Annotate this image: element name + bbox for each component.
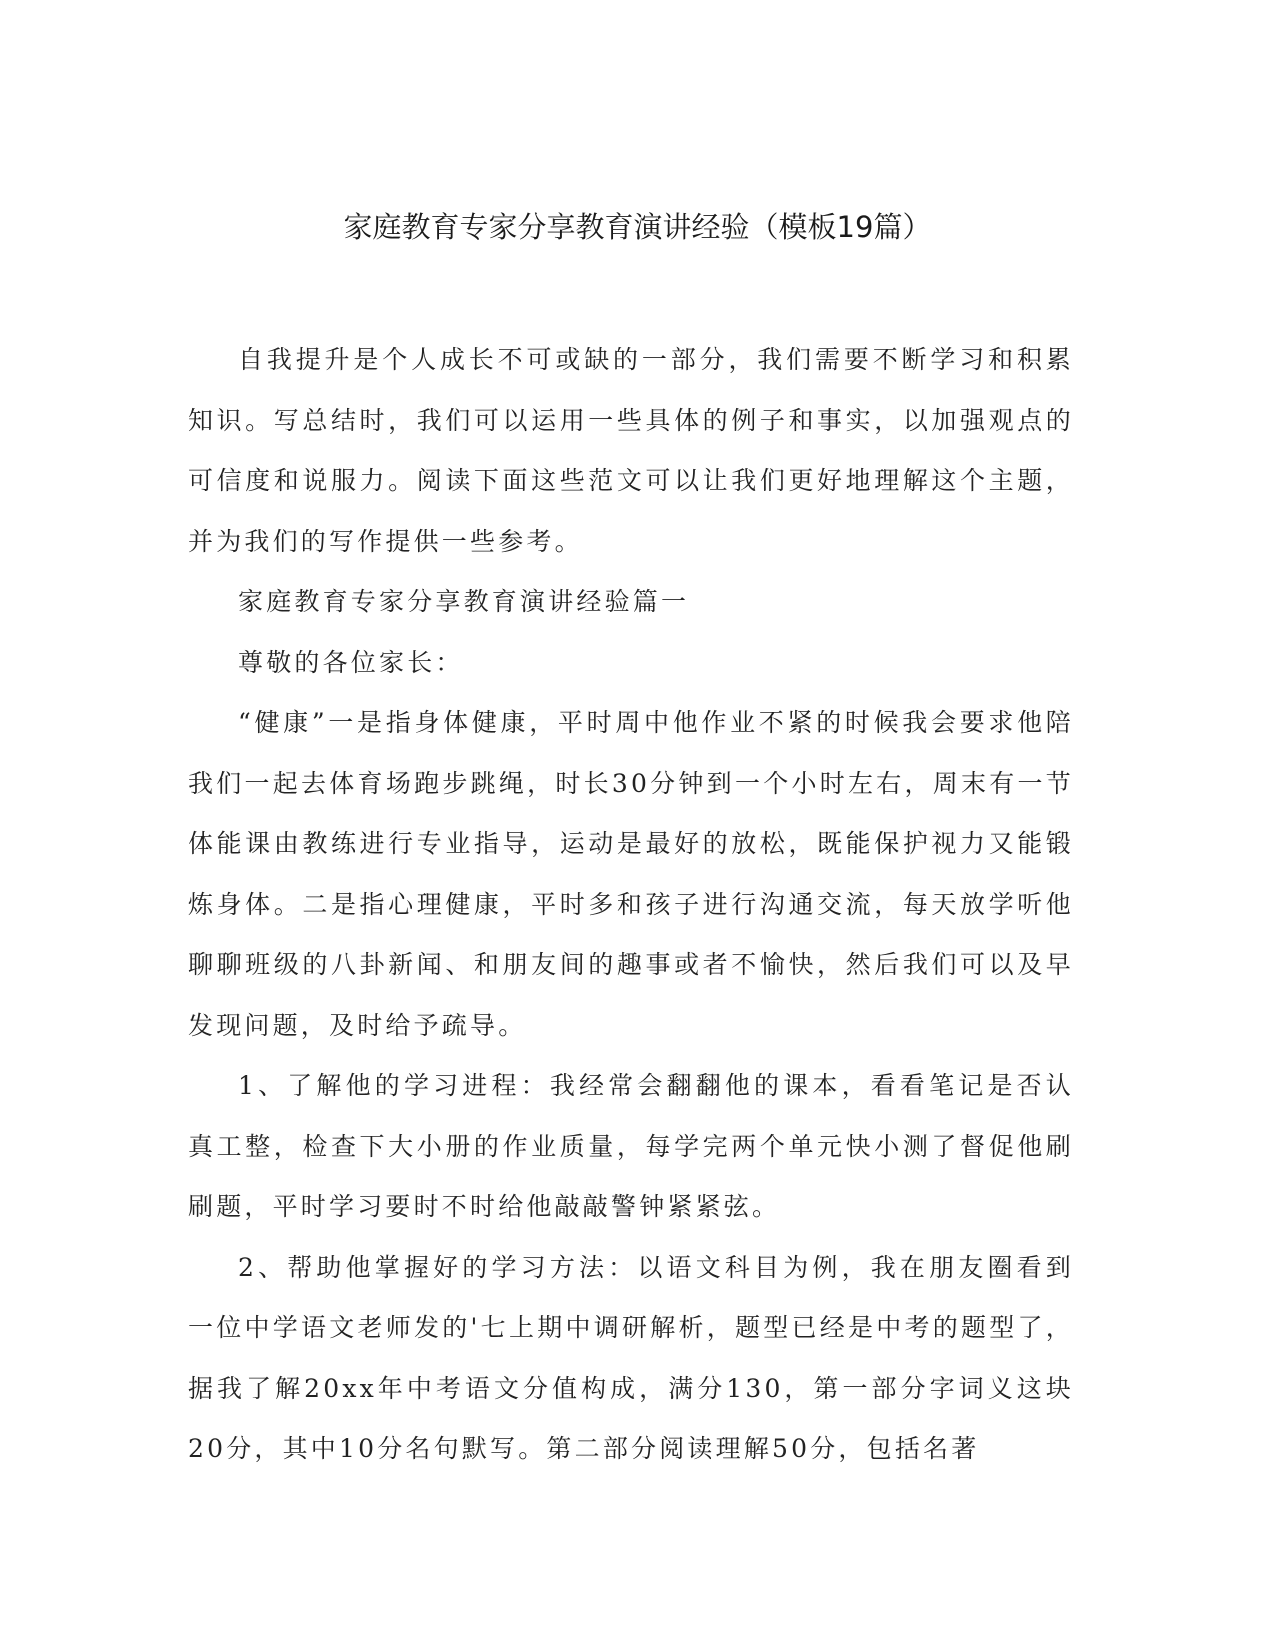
- intro-paragraph: 自我提升是个人成长不可或缺的一部分，我们需要不断学习和积累知识。写总结时，我们可以运用一些具体的例子和事实，以加强观点的可信度和说服力。阅读下面这些范文可以让我们更好地理解这个主题，并为我们的写作提供一些参考。: [188, 345, 1074, 556]
- body-paragraph: “健康”一是指身体健康，平时周中他作业不紧的时候我会要求他陪我们一起去体育场跑步跳绳，时长30分钟到一个小时左右，周末有一节体能课由教练进行专业指导，运动是最好的放松，既能保护视力又能锻炼身体。二是指心理健康，平时多和孩子进行沟通交流，每天放学听他聊聊班级的八卦新闻、和朋友间的趣事或者不愉快，然后我们可以及早发现问题，及时给予疏导。: [188, 708, 1074, 1040]
- document-body: [188, 330, 1074, 1480]
- section-heading: 家庭教育专家分享教育演讲经验篇一: [238, 587, 690, 616]
- document-title: 家庭教育专家分享教育演讲经验（模板19篇）: [343, 210, 932, 244]
- body-paragraph: 2、帮助他掌握好的学习方法：以语文科目为例，我在朋友圈看到一位中学语文老师发的'七上期中调研解析，题型已经是中考的题型了，据我了解20xx年中考语文分值构成，满分130，第一部分字词义这块20分，其中10分名句默写。第二部分阅读理解50分，包括名著: [188, 1252, 1074, 1463]
- body-paragraph: 1、了解他的学习进程：我经常会翻翻他的课本，看看笔记是否认真工整，检查下大小册的作业质量，每学完两个单元快小测了督促他刷刷题，平时学习要时不时给他敲敲警钟紧紧弦。: [188, 1071, 1074, 1221]
- salutation: 尊敬的各位家长：: [238, 647, 464, 677]
